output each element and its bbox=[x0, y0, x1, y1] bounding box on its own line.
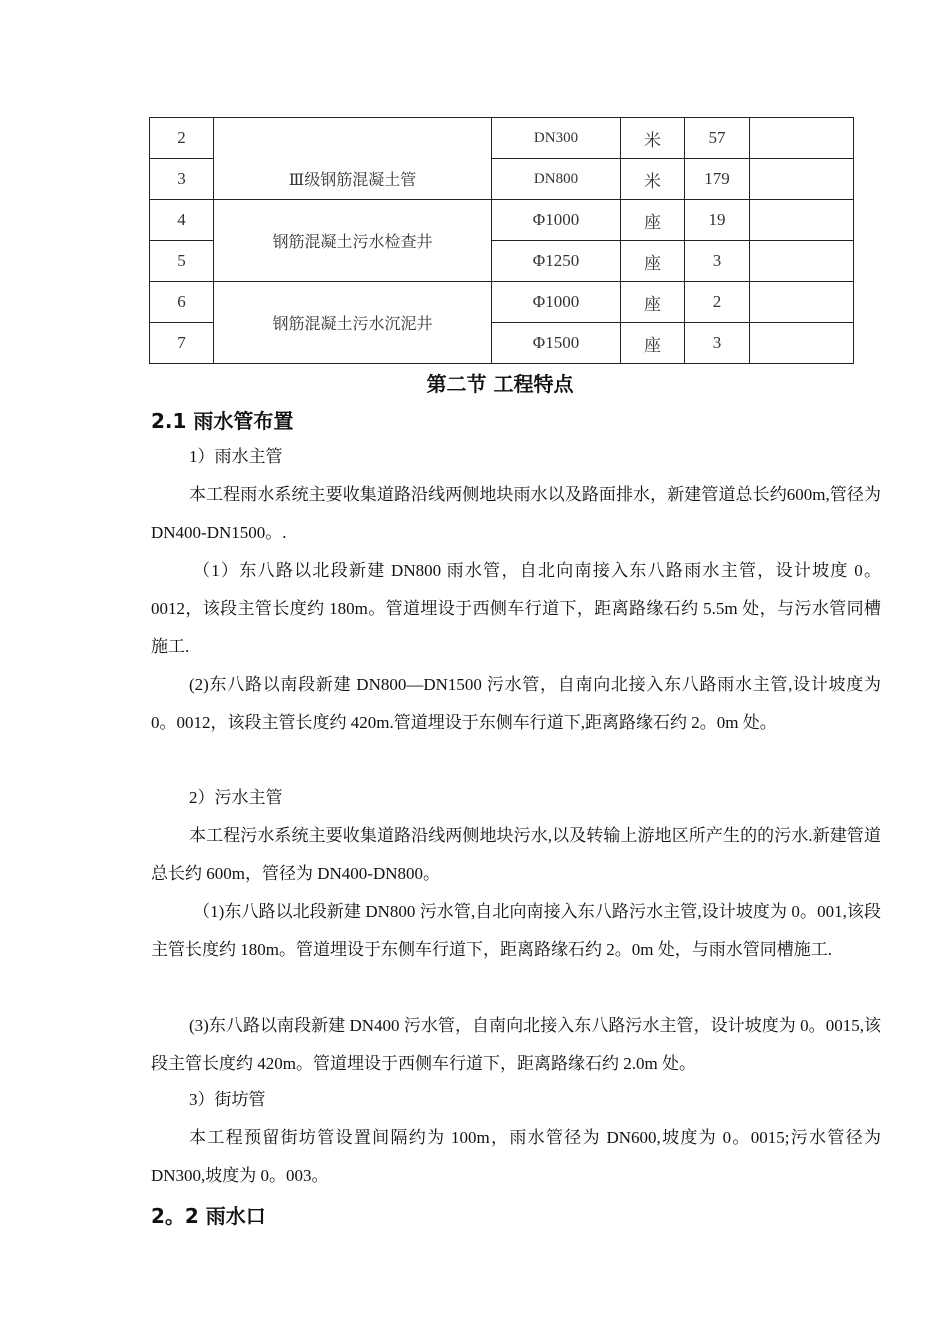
table-row bbox=[150, 282, 854, 323]
subheading-sewage-main: 2）污水主管 bbox=[189, 788, 283, 807]
item-quantity: 2 bbox=[685, 282, 750, 323]
paragraph: （1）东八路以北段新建 DN800 雨水管，自北向南接入东八路雨水主管，设计坡度 0。0012，该段主管长度约 180m。管道埋设于西侧车行道下，距离路缘石约 5.5m 处，与污水管同槽施工. bbox=[151, 561, 881, 656]
item-unit: 米 bbox=[621, 159, 685, 200]
item-name bbox=[214, 118, 492, 159]
heading-rain-pipe-layout: 2.1 雨水管布置 bbox=[151, 409, 294, 433]
row-number: 4 bbox=[150, 200, 214, 241]
item-quantity: 19 bbox=[685, 200, 750, 241]
item-unit: 座 bbox=[621, 323, 685, 364]
item-quantity: 3 bbox=[685, 241, 750, 282]
item-spec: Φ1000 bbox=[492, 200, 621, 241]
item-name: 钢筋混凝土污水沉泥井 bbox=[214, 282, 492, 364]
item-quantity: 179 bbox=[685, 159, 750, 200]
materials-table bbox=[149, 117, 854, 364]
item-name: 钢筋混凝土污水检查井 bbox=[214, 200, 492, 282]
item-unit: 座 bbox=[621, 241, 685, 282]
paragraph: 本工程雨水系统主要收集道路沿线两侧地块雨水以及路面排水，新建管道总长约600m,管径为 DN400-DN1500。. bbox=[151, 485, 881, 542]
table-row bbox=[150, 200, 854, 241]
item-spec: Φ1250 bbox=[492, 241, 621, 282]
item-quantity: 57 bbox=[685, 118, 750, 159]
heading-rain-inlet: 2。2 雨水口 bbox=[151, 1204, 266, 1228]
item-spec: Φ1000 bbox=[492, 282, 621, 323]
item-unit: 座 bbox=[621, 200, 685, 241]
item-name: Ⅲ级钢筋混凝土管 bbox=[214, 159, 492, 200]
item-note bbox=[750, 118, 854, 159]
table-row bbox=[150, 118, 854, 159]
item-note bbox=[750, 241, 854, 282]
paragraph: 本工程预留街坊管设置间隔约为 100m，雨水管径为 DN600,坡度为 0。0015;污水管径为 DN300,坡度为 0。003。 bbox=[151, 1128, 881, 1185]
item-unit: 座 bbox=[621, 282, 685, 323]
row-number: 7 bbox=[150, 323, 214, 364]
row-number: 2 bbox=[150, 118, 214, 159]
paragraph: (2)东八路以南段新建 DN800—DN1500 污水管，自南向北接入东八路雨水主管,设计坡度为 0。0012，该段主管长度约 420m.管道埋设于东侧车行道下,距离路缘石约 2。0m 处。 bbox=[151, 675, 881, 732]
item-spec: Φ1500 bbox=[492, 323, 621, 364]
paragraph: (3)东八路以南段新建 DN400 污水管，自南向北接入东八路污水主管，设计坡度为 0。0015,该段主管长度约 420m。管道埋设于西侧车行道下，距离路缘石约 2.0m 处。 bbox=[151, 1016, 881, 1073]
item-note bbox=[750, 282, 854, 323]
subheading-rain-main: 1）雨水主管 bbox=[189, 447, 283, 466]
item-spec: DN300 bbox=[492, 118, 621, 159]
paragraph: （1)东八路以北段新建 DN800 污水管,自北向南接入东八路污水主管,设计坡度为 0。001,该段主管长度约 180m。管道埋设于东侧车行道下，距离路缘石约 2。0m 处，与雨水管同槽施工. bbox=[151, 902, 881, 959]
item-spec: DN800 bbox=[492, 159, 621, 200]
item-note bbox=[750, 200, 854, 241]
row-number: 6 bbox=[150, 282, 214, 323]
row-number: 3 bbox=[150, 159, 214, 200]
item-quantity: 3 bbox=[685, 323, 750, 364]
table-row bbox=[150, 159, 854, 200]
item-note bbox=[750, 323, 854, 364]
section-title: 第二节 工程特点 bbox=[426, 372, 574, 396]
item-unit: 米 bbox=[621, 118, 685, 159]
row-number: 5 bbox=[150, 241, 214, 282]
paragraph: 本工程污水系统主要收集道路沿线两侧地块污水,以及转输上游地区所产生的的污水.新建管道总长约 600m，管径为 DN400-DN800。 bbox=[151, 826, 881, 883]
subheading-block-pipe: 3）街坊管 bbox=[189, 1090, 266, 1109]
item-note bbox=[750, 159, 854, 200]
